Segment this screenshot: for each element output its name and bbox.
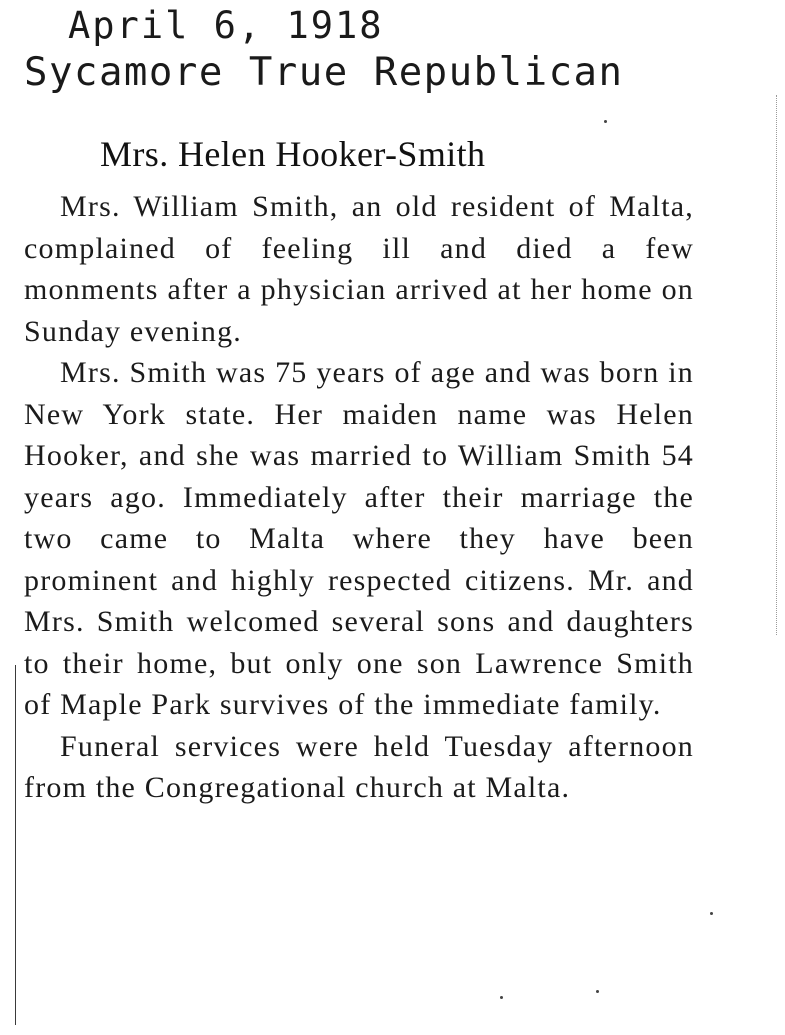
article-headline: Mrs. Helen Hooker-Smith [100, 134, 486, 174]
article-paragraph: Funeral services were held Tuesday afternoon from the Congregational church at Malta. [24, 729, 694, 804]
print-speck [500, 996, 503, 999]
article-paragraph: Mrs. William Smith, an old resident of Malta, complained of feeling ill and died a few monments after a physician arrived at her home on Sunday evening. [24, 190, 694, 348]
typed-newspaper-label: Sycamore True Republican [24, 50, 624, 95]
print-speck [710, 912, 713, 915]
typed-date-label: April 6, 1918 [68, 4, 384, 47]
article-body [24, 186, 694, 809]
column-rule-right [776, 95, 778, 635]
article-paragraph: Mrs. Smith was 75 years of age and was born in New York state. Her maiden name was Helen Hooker, and she was married to William Smith 54 years ago. Immediately after their marriage the two came to Malta where they have been prominent and highly respected citizens. Mr. and Mrs. Smith welcomed several sons and daughters to their home, but only one son Lawrence Smith of Maple Park survives of the immediate family. [24, 356, 694, 721]
print-speck [604, 120, 607, 123]
print-speck [596, 990, 599, 993]
column-rule-left [15, 665, 17, 1025]
